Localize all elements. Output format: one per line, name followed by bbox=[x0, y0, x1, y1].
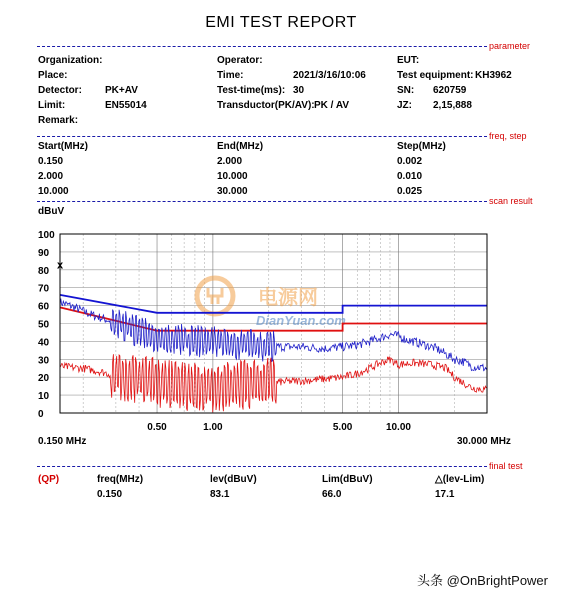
y-tick-label: 30 bbox=[38, 355, 50, 367]
freq-cell: 0.025 bbox=[397, 186, 423, 197]
divider-final-test bbox=[37, 466, 487, 467]
organization-label: Organization: bbox=[38, 55, 103, 66]
time-label: Time: bbox=[217, 70, 244, 81]
jz-value: 2,15,888 bbox=[433, 100, 472, 111]
footer-credit: 头条 @OnBrightPower bbox=[417, 573, 548, 588]
y-tick-label: 40 bbox=[38, 337, 50, 349]
test-time-label: Test-time(ms): bbox=[217, 85, 286, 96]
transductor-value: PK / AV bbox=[314, 100, 350, 111]
freq-cell: 0.002 bbox=[397, 156, 423, 167]
y-axis-label: dBuV bbox=[38, 206, 65, 217]
freq-cell: 0.150 bbox=[38, 156, 64, 167]
x-tick-label: 1.00 bbox=[203, 422, 223, 433]
watermark-plug-icon bbox=[208, 288, 222, 304]
freq-header-step: Step(MHz) bbox=[397, 141, 446, 152]
final-value-freq: 0.150 bbox=[97, 489, 123, 500]
section-label-scan-result: scan result bbox=[489, 196, 533, 206]
eut-label: EUT: bbox=[397, 55, 420, 66]
watermark-en-text: DianYuan.com bbox=[256, 313, 346, 328]
time-value: 2021/3/16/10:06 bbox=[293, 70, 366, 81]
freq-cell: 0.010 bbox=[397, 171, 423, 182]
freq-header-end: End(MHz) bbox=[217, 141, 264, 152]
operator-label: Operator: bbox=[217, 55, 263, 66]
final-header-freq: freq(MHz) bbox=[97, 474, 144, 485]
transductor-label: Transductor(PK/AV): bbox=[217, 100, 315, 111]
limit-label: Limit: bbox=[38, 100, 66, 111]
sn-value: 620759 bbox=[433, 85, 467, 96]
report-title: EMI TEST REPORT bbox=[205, 14, 357, 31]
freq-cell: 10.000 bbox=[38, 186, 69, 197]
section-label-freq-step: freq, step bbox=[489, 131, 527, 141]
x-tick-labels bbox=[147, 422, 411, 433]
x-tick-label: 10.00 bbox=[385, 422, 411, 433]
peak-marker: x bbox=[56, 259, 64, 272]
watermark-cn-text: 电源网 bbox=[258, 287, 318, 309]
freq-cell: 2.000 bbox=[38, 171, 64, 182]
remark-label: Remark: bbox=[38, 115, 79, 126]
watermark bbox=[197, 278, 346, 328]
detector-label: Detector: bbox=[38, 85, 82, 96]
freq-header-start: Start(MHz) bbox=[38, 141, 88, 152]
test-equipment-value: KH3962 bbox=[475, 70, 512, 81]
chart-series bbox=[60, 295, 487, 412]
final-header-lev: lev(dBuV) bbox=[210, 474, 257, 485]
final-value-lim: 66.0 bbox=[322, 489, 342, 500]
final-value-delta: 17.1 bbox=[435, 489, 455, 500]
test-time-value: 30 bbox=[293, 85, 305, 96]
y-tick-label: 60 bbox=[38, 301, 50, 313]
y-tick-label: 100 bbox=[38, 230, 55, 241]
freq-cell: 30.000 bbox=[217, 186, 248, 197]
freq-cell: 2.000 bbox=[217, 156, 243, 167]
y-tick-label: 10 bbox=[38, 391, 50, 403]
freq-cell: 10.000 bbox=[217, 171, 248, 182]
limit-value: EN55014 bbox=[105, 100, 147, 111]
final-header-delta: △(lev-Lim) bbox=[435, 474, 485, 485]
y-tick-labels bbox=[38, 230, 55, 420]
final-value-lev: 83.1 bbox=[210, 489, 230, 500]
detector-value: PK+AV bbox=[105, 85, 138, 96]
y-tick-label: 70 bbox=[38, 283, 50, 295]
x-tick-label: 0.50 bbox=[147, 422, 167, 433]
y-tick-label: 20 bbox=[38, 373, 50, 385]
x-axis-right-label: 30.000 MHz bbox=[457, 436, 511, 447]
y-tick-label: 80 bbox=[38, 265, 50, 277]
y-tick-label: 50 bbox=[38, 319, 50, 331]
y-tick-label: 90 bbox=[38, 247, 50, 259]
y-tick-label: 0 bbox=[38, 409, 44, 420]
place-label: Place: bbox=[38, 70, 68, 81]
average-trace bbox=[60, 354, 487, 412]
test-equipment-label: Test equipment: bbox=[397, 70, 474, 81]
section-label-parameter: parameter bbox=[489, 41, 531, 51]
sn-label: SN: bbox=[397, 85, 415, 96]
jz-label: JZ: bbox=[397, 100, 412, 111]
final-detector-tag: (QP) bbox=[38, 474, 60, 485]
x-axis-left-label: 0.150 MHz bbox=[38, 436, 87, 447]
x-tick-label: 5.00 bbox=[332, 422, 353, 433]
section-label-final-test: final test bbox=[489, 461, 523, 471]
final-header-lim: Lim(dBuV) bbox=[322, 474, 373, 485]
